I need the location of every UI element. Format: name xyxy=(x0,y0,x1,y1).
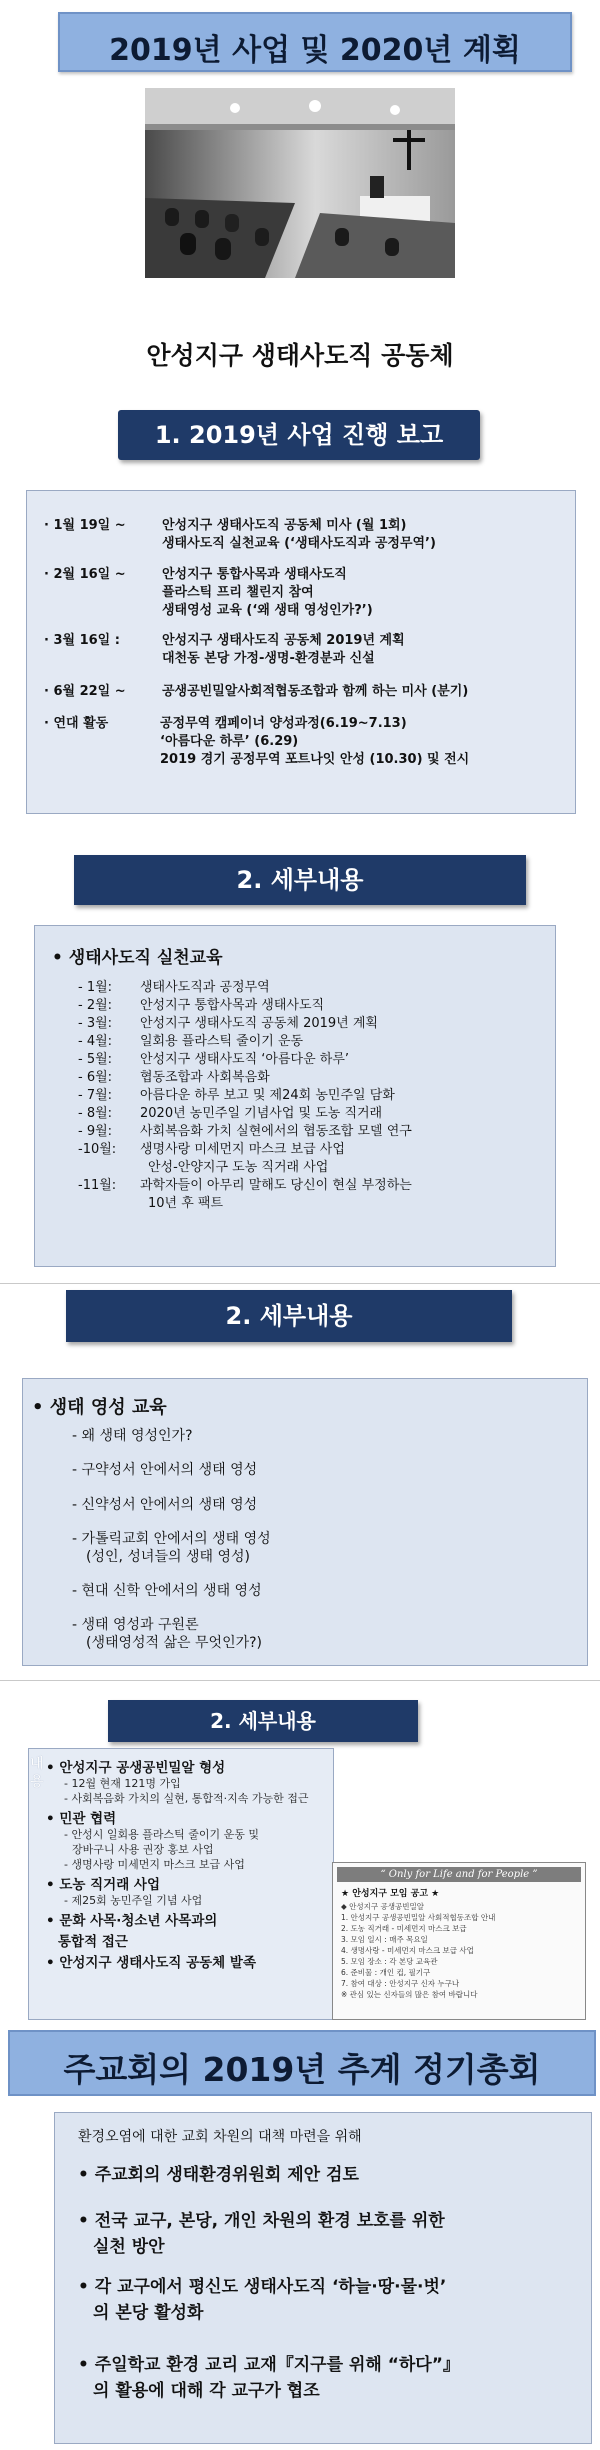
spirituality-item: - 생태 영성과 구원론 xyxy=(72,1617,199,1633)
month-label: - 3월: xyxy=(78,1016,113,1031)
month-label: - 8월: xyxy=(78,1106,113,1121)
month-topic: 생명사랑 미세먼지 마스크 보급 사업 xyxy=(140,1142,345,1157)
month-topic: 사회복음화 가치 실현에서의 협동조합 모델 연구 xyxy=(140,1124,412,1139)
assembly-bullet: 의 본당 활성화 xyxy=(93,2303,204,2323)
section2a-title: 2. 세부내용 xyxy=(74,855,526,905)
report-line: 안성지구 통합사목과 생태사도직 xyxy=(162,567,347,582)
report-line: 2019 경기 공정무역 포트나잇 안성 (10.30) 및 전시 xyxy=(160,752,470,767)
month-topic: 생태사도직과 공정무역 xyxy=(140,980,270,995)
month-topic: 안성지구 생태사도직 ‘아름다운 하루’ xyxy=(140,1052,350,1067)
poster-line: 6. 준비물 : 개인 컵, 필기구 xyxy=(341,1968,431,1977)
assembly-bullet: • 전국 교구, 본당, 개인 차원의 환경 보호를 위한 xyxy=(78,2211,445,2231)
month-label: -11월: xyxy=(78,1178,117,1193)
detail-sub: 장바구니 사용 권장 홍보 사업 xyxy=(72,1843,214,1856)
section2b-title: 2. 세부내용 xyxy=(66,1290,512,1342)
poster-line: 4. 생명사랑 - 미세먼지 마스크 보급 사업 xyxy=(341,1946,474,1955)
report-date: · 1월 19일 ~ xyxy=(44,518,126,533)
poster-banner: “ Only for Life and for People ” xyxy=(337,1867,581,1882)
month-topic: 안성-안양지구 도농 직거래 사업 xyxy=(148,1160,329,1175)
spirituality-item: - 가톨릭교회 안에서의 생태 영성 xyxy=(72,1531,271,1547)
detail-sub: - 12월 현재 121명 가입 xyxy=(64,1777,181,1790)
report-date: · 2월 16일 ~ xyxy=(44,567,126,582)
bullet-icon: • xyxy=(32,1397,44,1418)
report-line: 생태영성 교육 (‘왜 생태 영성인가?’) xyxy=(162,603,373,618)
side-label: 내용 xyxy=(30,1756,44,1790)
month-topic: 과학자들이 아무리 말해도 당신이 현실 부정하는 xyxy=(140,1178,412,1193)
assembly-intro: 환경오염에 대한 교회 차원의 대책 마련을 위해 xyxy=(78,2129,362,2145)
title-banner xyxy=(58,12,572,72)
detail-heading: • 도농 직거래 사업 xyxy=(46,1877,161,1893)
month-label: - 1월: xyxy=(78,980,113,995)
detail-sub: - 사회복음화 가치의 실현, 통합적·지속 가능한 접근 xyxy=(64,1792,309,1805)
report-line: 안성지구 생태사도직 공동체 미사 (월 1회) xyxy=(162,518,407,533)
page-title: 2019년 사업 및 2020년 계획 xyxy=(109,33,521,68)
month-topic: 일회용 플라스틱 줄이기 운동 xyxy=(140,1034,304,1049)
month-topic: 10년 후 팩트 xyxy=(148,1196,224,1211)
report-line: 플라스틱 프리 챌린지 참여 xyxy=(162,585,314,600)
report-line: 공생공빈밀알사회적협동조합과 함께 하는 미사 (분기) xyxy=(162,684,469,699)
section2a-heading: • 생태사도직 실천교육 xyxy=(52,948,223,968)
spirituality-item: - 현대 신학 안에서의 생태 영성 xyxy=(72,1583,262,1599)
report-date: · 6월 22일 ~ xyxy=(44,684,126,699)
community-title: 안성지구 생태사도직 공동체 xyxy=(146,341,454,370)
assembly-title-banner xyxy=(8,2030,596,2096)
assembly-bullet: 의 활용에 대해 각 교구가 협조 xyxy=(93,2381,320,2401)
month-topic: 2020년 농민주일 기념사업 및 도농 직거래 xyxy=(140,1106,383,1121)
detail-heading: • 안성지구 공생공빈밀알 형성 xyxy=(46,1760,226,1776)
poster-line: 3. 모임 일시 : 매주 목요일 xyxy=(341,1935,428,1944)
detail-heading: 통합적 접근 xyxy=(58,1934,128,1950)
poster-lines xyxy=(341,1901,577,2000)
poster-line: ◆ 안성지구 공생공빈밀알 xyxy=(341,1902,424,1911)
poster-title: ★ 안성지구 모임 공고 ★ xyxy=(341,1889,440,1899)
month-topic: 협동조합과 사회복음화 xyxy=(140,1070,270,1085)
report-date: · 연대 활동 xyxy=(44,716,109,731)
detail-sub: - 생명사랑 미세먼지 마스크 보급 사업 xyxy=(64,1858,245,1871)
poster-line: ※ 관심 있는 신자들의 많은 참여 바랍니다 xyxy=(341,1990,478,1999)
report-line: 대천동 본당 가정-생명-환경분과 신설 xyxy=(162,651,375,666)
section2b-heading: • 생태 영성 교육 xyxy=(32,1397,167,1418)
report-line: ‘아름다운 하루’ (6.29) xyxy=(160,734,299,749)
month-topic: 아름다운 하루 보고 및 제24회 농민주일 담화 xyxy=(140,1088,395,1103)
month-label: - 7월: xyxy=(78,1088,113,1103)
bullet-icon: • xyxy=(52,948,63,968)
assembly-bullet: • 주일학교 환경 교리 교재『지구를 위해 “하다”』 xyxy=(78,2355,460,2375)
report-date: · 3월 16일 : xyxy=(44,633,120,648)
spirituality-item: - 왜 생태 영성인가? xyxy=(72,1428,193,1444)
detail-sub: - 제25회 농민주일 기념 사업 xyxy=(64,1894,203,1907)
spirituality-item: - 구약성서 안에서의 생태 영성 xyxy=(72,1462,258,1478)
detail-heading: • 민관 협력 xyxy=(46,1811,117,1827)
poster-line: 1. 안성지구 공생공빈밀알 사회적협동조합 안내 xyxy=(341,1913,496,1922)
month-topic: 안성지구 생태사도직 공동체 2019년 계획 xyxy=(140,1016,378,1031)
detail-sub: - 안성시 일회용 플라스틱 줄이기 운동 및 xyxy=(64,1828,259,1841)
poster-line: 7. 참여 대상 : 안성지구 신자 누구나 xyxy=(341,1979,460,1988)
month-label: - 5월: xyxy=(78,1052,113,1067)
detail-heading: • 문화 사목·청소년 사목과의 xyxy=(46,1913,218,1929)
poster-line: 2. 도농 직거래 - 미세먼지 마스크 보급 xyxy=(341,1924,467,1933)
section1-title: 1. 2019년 사업 진행 보고 xyxy=(118,410,480,460)
report-line: 안성지구 생태사도직 공동체 2019년 계획 xyxy=(162,633,405,648)
detail-heading: • 안성지구 생태사도직 공동체 발족 xyxy=(46,1955,257,1971)
assembly-title: 주교회의 2019년 추계 정기총회 xyxy=(63,2050,541,2089)
assembly-bullet: • 각 교구에서 평신도 생태사도직 ‘하늘·땅·물·벗’ xyxy=(78,2277,447,2297)
spirituality-item: (생태영성적 삶은 무엇인가?) xyxy=(86,1635,263,1651)
assembly-bullet: • 주교회의 생태환경위원회 제안 검토 xyxy=(78,2165,359,2185)
month-label: - 2월: xyxy=(78,998,113,1013)
spirituality-item: (성인, 성녀들의 생태 영성) xyxy=(86,1549,250,1565)
assembly-bullet: 실천 방안 xyxy=(93,2237,165,2257)
spirituality-item: - 신약성서 안에서의 생태 영성 xyxy=(72,1497,258,1513)
month-label: - 9월: xyxy=(78,1124,113,1139)
report-line: 공정무역 캠페이너 양성과정(6.19~7.13) xyxy=(160,716,407,731)
month-label: - 4월: xyxy=(78,1034,113,1049)
report-line: 생태사도직 실천교육 (‘생태사도직과 공정무역’) xyxy=(162,536,436,551)
church-photo xyxy=(145,88,455,278)
poster-line: 5. 모임 장소 : 각 본당 교육관 xyxy=(341,1957,438,1966)
month-topic: 안성지구 통합사목과 생태사도직 xyxy=(140,998,325,1013)
notice-poster xyxy=(332,1862,586,2020)
section2c-title: 2. 세부내용 xyxy=(108,1700,418,1742)
month-label: - 6월: xyxy=(78,1070,113,1085)
month-label: -10월: xyxy=(78,1142,117,1157)
